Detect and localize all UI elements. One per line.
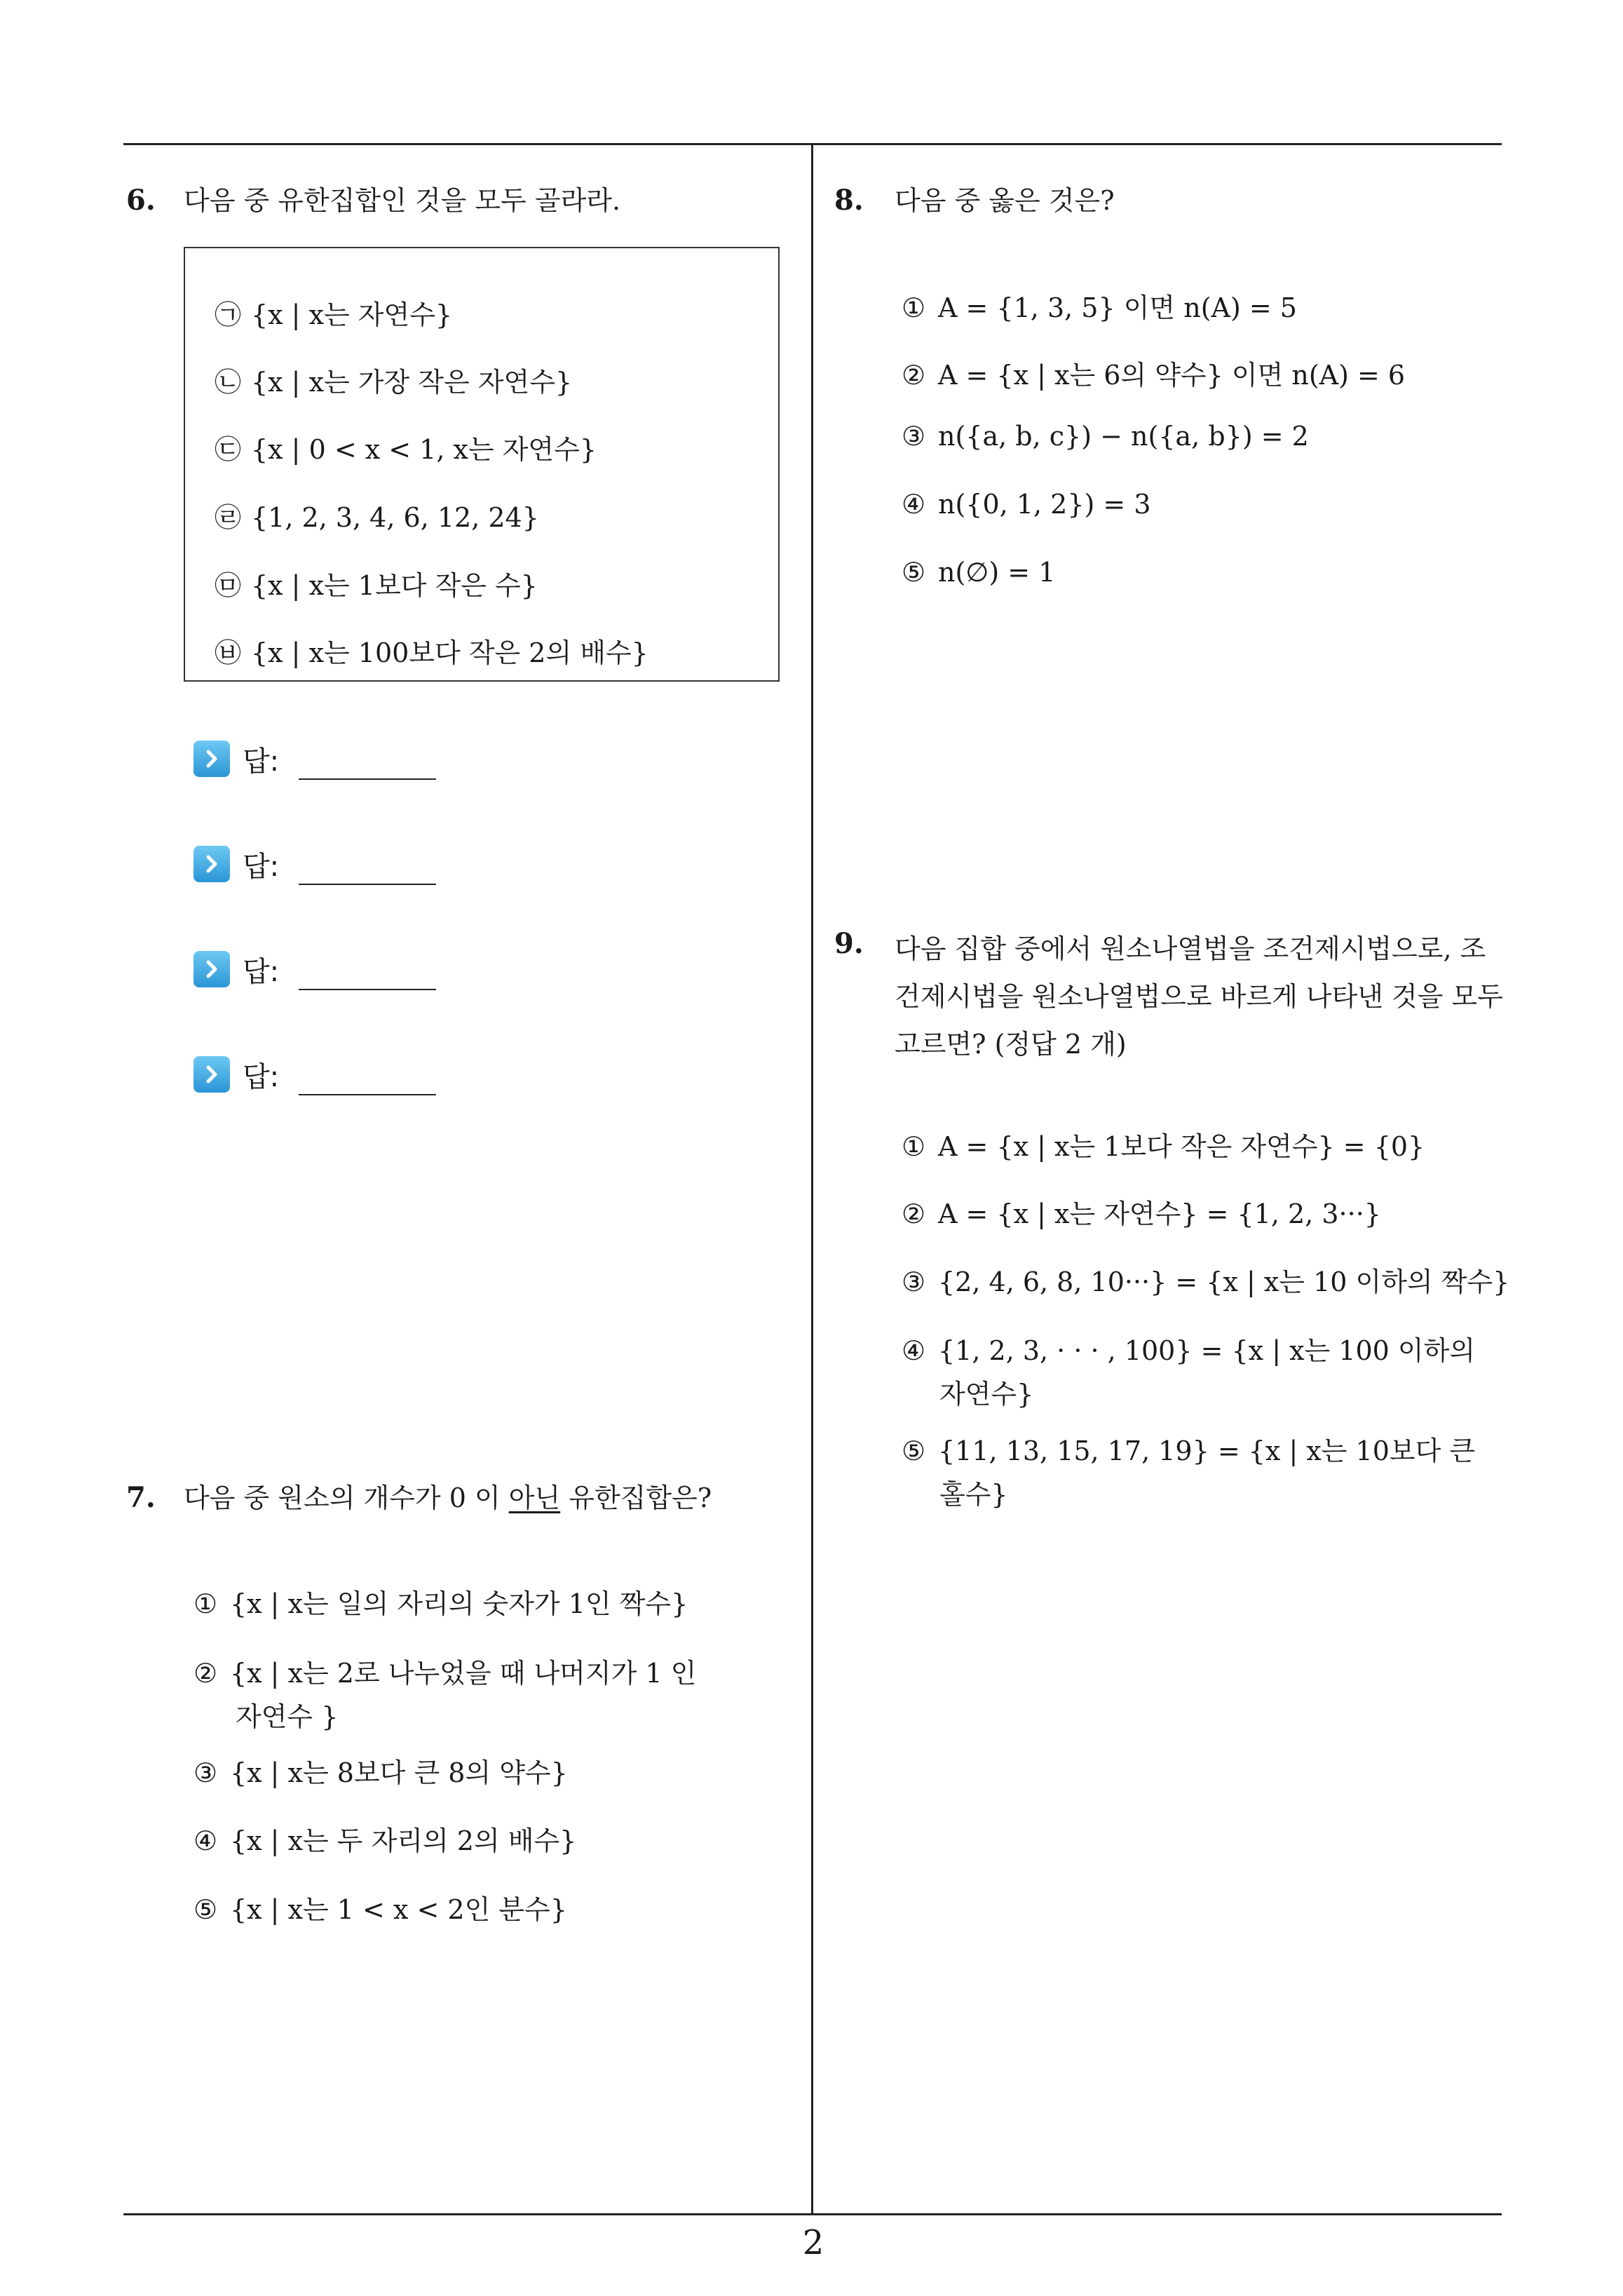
q7-option-continuation: 자연수 } [236,1701,339,1732]
q7-option[interactable]: ⑤ {x | x는 1 < x < 2인 분수} [193,1894,567,1925]
q6-text: 다음 중 유한집합인 것을 모두 골라라. [184,185,621,216]
q8-number: 8. [834,184,864,217]
q7-number: 7. [126,1481,156,1514]
page-number: 2 [802,2223,824,2262]
answer-label: 답: [243,1060,280,1093]
q9-text-line: 건제시법을 원소나열법으로 바르게 나타낸 것을 모두 [895,981,1503,1012]
answer-label: 답: [243,955,280,988]
q6-item: ㉤ {x | x는 1보다 작은 수} [215,570,538,601]
q9-option-continuation: 홀수} [939,1479,1008,1510]
q9-text-line: 다음 집합 중에서 원소나열법을 조건제시법으로, 조 [895,933,1486,964]
q7-option[interactable]: ① {x | x는 일의 자리의 숫자가 1인 짝수} [193,1588,688,1619]
chevron-right-icon [193,846,230,882]
q8-text: 다음 중 옳은 것은? [895,185,1115,216]
q9-option[interactable]: ⑤ {11, 13, 15, 17, 19} = {x | x는 10보다 큰 [902,1436,1476,1466]
q6-item: ㉡ {x | x는 가장 작은 자연수} [215,367,573,398]
answer-blank[interactable] [299,884,436,885]
q6-item: ㉠ {x | x는 자연수} [215,299,453,330]
q9-option-continuation: 자연수} [939,1379,1034,1410]
answer-blank[interactable] [299,989,436,990]
q8-option[interactable]: ③ n({a, b, c}) − n({a, b}) = 2 [902,421,1309,452]
q7-text: 다음 중 원소의 개수가 0 이 아닌 유한집합은? [184,1483,712,1513]
chevron-right-icon [193,1056,230,1093]
q9-option[interactable]: ② A = {x | x는 자연수} = {1, 2, 3···} [902,1198,1381,1229]
answer-row [193,843,279,885]
answer-row [193,948,279,990]
q9-text-line: 고르면? (정답 2 개) [895,1029,1127,1060]
q6-item: ㉥ {x | x는 100보다 작은 2의 배수} [215,637,648,668]
q6-number: 6. [126,184,156,217]
column-divider [811,143,813,2215]
answer-label: 답: [243,745,280,778]
q9-number: 9. [834,927,864,960]
q8-option[interactable]: ⑤ n(∅) = 1 [902,557,1056,588]
q7-option[interactable]: ④ {x | x는 두 자리의 2의 배수} [193,1825,577,1856]
q6-item: ㉢ {x | 0 < x < 1, x는 자연수} [215,434,597,465]
answer-blank[interactable] [299,1094,436,1095]
q8-option[interactable]: ① A = {1, 3, 5} 이면 n(A) = 5 [902,292,1297,323]
q9-option[interactable]: ① A = {x | x는 1보다 작은 자연수} = {0} [902,1131,1425,1162]
answer-label: 답: [243,850,280,883]
q8-option[interactable]: ② A = {x | x는 6의 약수} 이면 n(A) = 6 [902,360,1406,391]
q8-option[interactable]: ④ n({0, 1, 2}) = 3 [902,489,1151,520]
q9-option[interactable]: ③ {2, 4, 6, 8, 10···} = {x | x는 10 이하의 짝수} [902,1267,1510,1297]
q7-option[interactable]: ③ {x | x는 8보다 큰 8의 약수} [193,1757,568,1788]
q6-item: ㉣ {1, 2, 3, 4, 6, 12, 24} [215,502,539,533]
chevron-right-icon [193,951,230,987]
bottom-rule [123,2213,1502,2215]
answer-row [193,1053,279,1095]
answer-blank[interactable] [299,778,436,780]
answer-row [193,738,279,780]
q7-option[interactable]: ② {x | x는 2로 나누었을 때 나머지가 1 인 [193,1658,697,1689]
q9-option[interactable]: ④ {1, 2, 3, · · · , 100} = {x | x는 100 이하의 [902,1335,1476,1366]
chevron-right-icon [193,741,230,777]
